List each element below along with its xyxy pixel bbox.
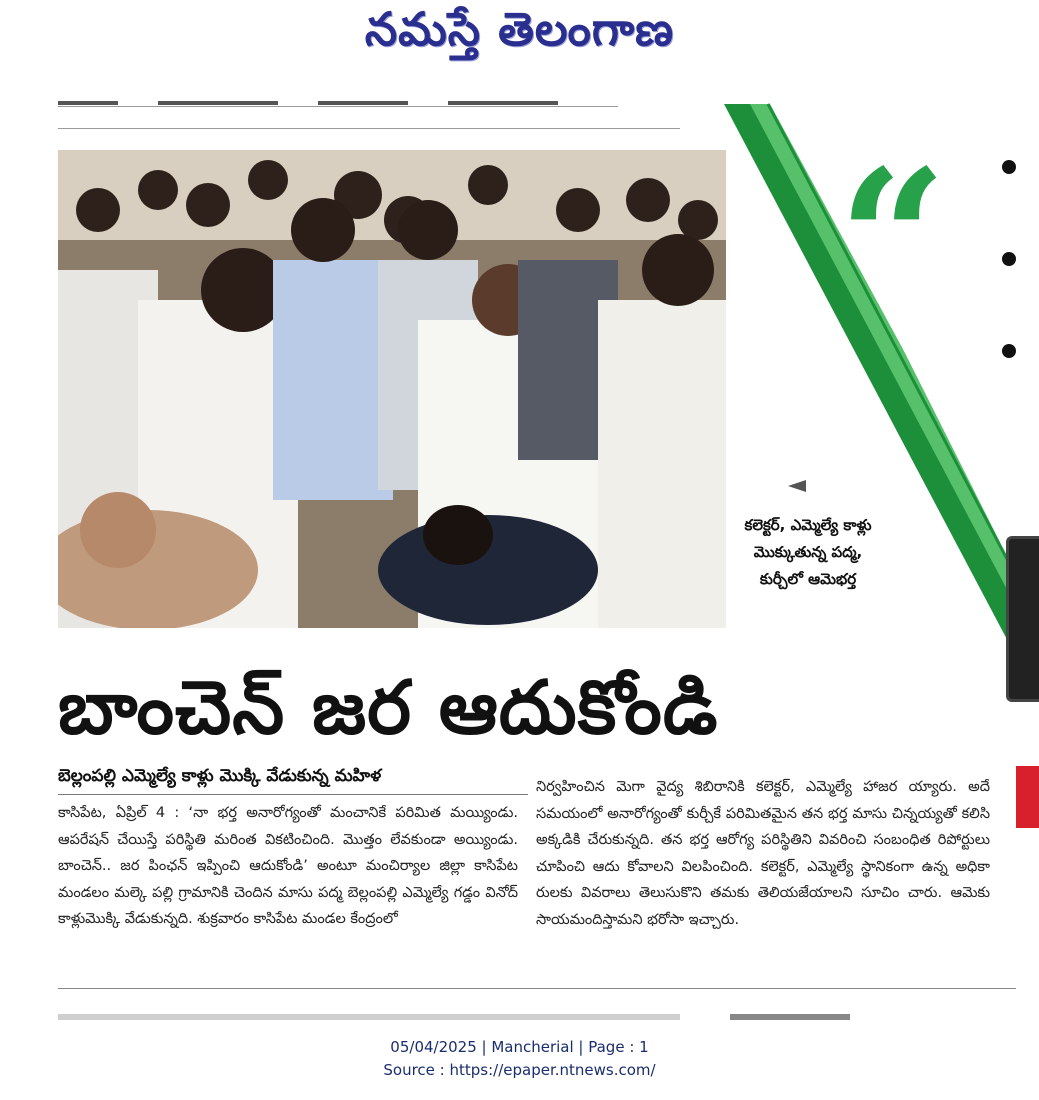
footer-date-edition: 05/04/2025 | Mancherial | Page : 1 (390, 1038, 649, 1056)
article-column-1: కాసిపేట, ఏప్రిల్ 4 : ‘నా భర్త అనారోగ్యంతో మంచానికే పరిమిత మయ్యిండు. ఆపరేషన్ చేయిస్తే పరిస్థితి మరింత వికటించింది. మొత్తం లేవకుండా అయ్యిండు. బాంచెన్.. జర పింఛన్ ఇప్పించి ఆదుకోండి’ అంటూ మంచిర్యాల జిల్లా కాసిపేట మండలం మల్కె పల్లి గ్రామానికి చెందిన మాసు పద్మ బెల్లంపల్లి ఎమ్మెల్యే గడ్డం వినోద్ కాళ్లుమొక్కి వేడుకున్నది. శుక్రవారం కాసిపేట మండల కేంద్రంలో (58, 805, 518, 927)
cropped-image-strip (58, 1014, 680, 1020)
cropped-text-strip-bottom (730, 1014, 850, 1020)
divider-top (58, 128, 680, 129)
article-headline: బాంచెన్ జర ఆదుకోండి (58, 665, 719, 751)
cropped-text-strip (58, 92, 618, 107)
bullet-icon (1002, 344, 1016, 358)
article-subheadline: బెల్లంపల్లి ఎమ్మెల్యే కాళ్లు మొక్కి వేడుకున్న మహిళ (58, 766, 528, 795)
epaper-footer (0, 1036, 1039, 1082)
article-column-2: నిర్వహించిన మెగా వైద్య శిబిరానికి కలెక్టర్, ఎమ్మెల్యే హాజర య్యారు. అదే సమయంలో అనారోగ్యంతో కుర్చీకే పరిమితమైన తన భర్త మాసు చిన్నయ్యతో కలిసి అక్కడికి చేరుకున్నది. తన భర్త ఆరోగ్య పరిస్థితిని వివరించి సంబంధిత రిపోర్టులు చూపించి ఆదు కోవాలని విలపించింది. కలెక్టర్, ఎమ్మెల్యే స్థానికంగా ఉన్న అధికా రులకు వివరాలు తెలుసుకొని తమకు తెలియజేయాలని సూచిం చారు. ఆమెకు సాయమందిస్తామని భరోసా ఇచ్చారు. (536, 779, 990, 928)
red-marker (1016, 766, 1039, 828)
quote-mark-icon: “ (838, 128, 948, 351)
bullet-icon (1002, 252, 1016, 266)
photo-illustration (58, 150, 726, 628)
caption-arrow-icon (788, 480, 806, 492)
divider-bottom (58, 988, 1016, 989)
bullet-icon (1002, 160, 1016, 174)
newspaper-masthead: నమస్తే తెలంగాణ (364, 2, 675, 56)
news-photo (58, 150, 726, 628)
photo-caption: కలెక్టర్, ఎమ్మెల్యే కాళ్లు మొక్కుతున్న పద్మ, కుర్చీలో ఆమెభర్త (744, 516, 872, 588)
cropped-graphic (1006, 536, 1039, 702)
footer-source-link[interactable]: Source : https://epaper.ntnews.com/ (383, 1061, 656, 1079)
